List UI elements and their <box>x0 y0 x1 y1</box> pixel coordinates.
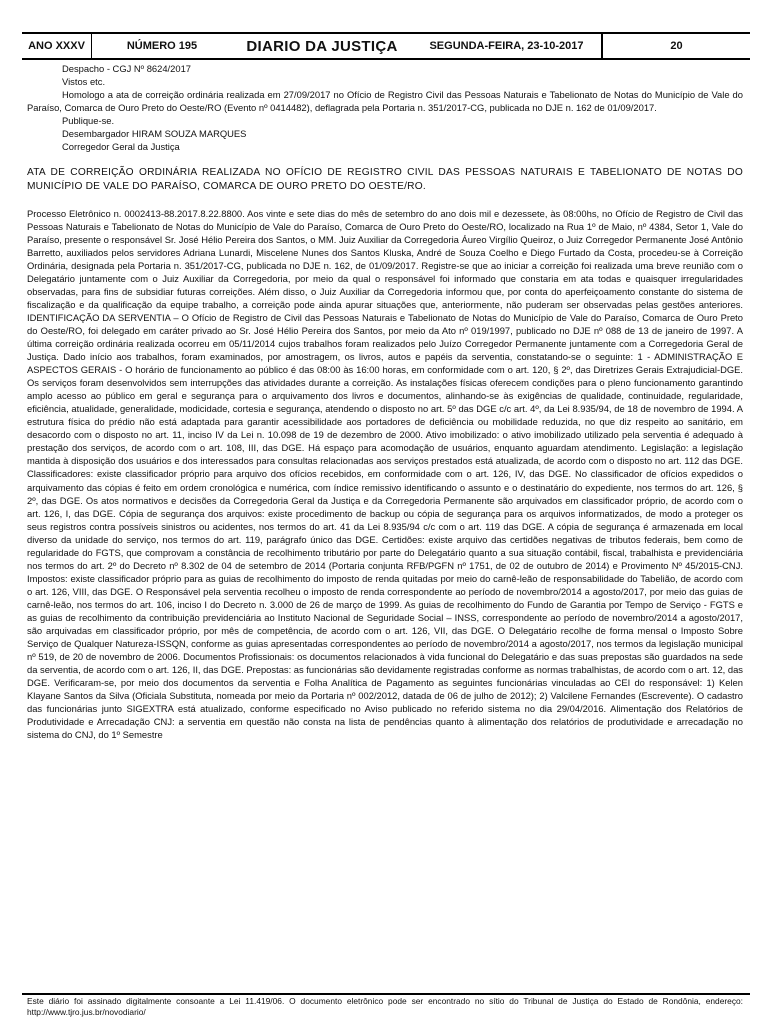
issue-date: SEGUNDA-FEIRA, 23-10-2017 <box>412 34 602 58</box>
footer-divider <box>22 993 750 995</box>
page-number: 20 <box>602 34 750 58</box>
dispatch-signer: Desembargador HIRAM SOUZA MARQUES <box>62 128 247 140</box>
dispatch-body: Homologo a ata de correição ordinária realizada em 27/09/2017 no Ofício de Registro Civil das Pessoas Naturais e Tabelionato de Notas do Município de Vale do Paraíso, Comarca de Ouro Preto do Oeste/RO (Evento nº 0414482), deflagrada pela Portaria n. 351/2017-CG, publicada no DJE n. 162 de 01/09/2017. <box>27 89 743 114</box>
journal-title: DIARIO DA JUSTIÇA <box>246 37 398 55</box>
dispatch-publish: Publique-se. <box>62 115 115 127</box>
year-label: ANO XXXV <box>22 34 92 58</box>
dispatch-seen: Vistos etc. <box>62 76 106 88</box>
page-content <box>27 62 743 741</box>
page-header <box>22 32 750 60</box>
issue-number: NÚMERO 195 <box>126 40 198 52</box>
dispatch-reference: Despacho - CGJ Nº 8624/2017 <box>62 63 192 74</box>
minutes-title: ATA DE CORREIÇÃO ORDINÁRIA REALIZADA NO OFÍCIO DE REGISTRO CIVIL DAS PESSOAS NATURAIS E TABELIONATO DE NOTAS DO MUNICÍPIO DE VALE DO PARAÍSO, COMARCA DE OURO PRETO DO OESTE/RO. <box>27 167 743 192</box>
spacer <box>27 153 743 166</box>
page-footer: Este diário foi assinado digitalmente consoante a Lei 11.419/06. O documento eletrônico pode ser encontrado no sítio do Tribunal de Justiça do Estado de Rondônia, endereço: http://www.tjro.jus.br/novodiario/ <box>27 996 743 1017</box>
dispatch-role: Corregedor Geral da Justiça <box>62 141 180 153</box>
spacer <box>27 194 743 207</box>
minutes-body: Processo Eletrônico n. 0002413-88.2017.8.22.8800. Aos vinte e sete dias do mês de setembro do ano dois mil e dezessete, às 08:00hs, no Ofício de Registro de Civil das Pessoas Naturais e Tabelionato de Notas do Município de Vale do Paraíso, Comarca de Ouro Preto do Oeste/RO, localizado na Rua 1º de Maio, nº 4384, Setor 1, Vale do Paraíso, presente o responsável Sr. José Hélio Pereira dos Santos, o MM. Juiz Auxiliar da Corregedoria Áureo Virgílio Queiroz, o Juiz Corregedor Permanente José Antônio Barretto, auxiliados pelos servidores Adriana Lunardi, Miscelene Nunes dos Santos Kluska, André de Souza Coelho e Diego Furtado da Costa, procedeu-se à Correição Ordinária, designada pela Portaria n. 351/2017-CG, publicada no DJE n. 162, de 01/09/2017. Registre-se que ao iniciar a correição foi realizada uma breve reunião com o Delegatário juntamente com o Juiz Auxiliar da Corregedoria, por meio da qual o responsável foi informado que constaria em ata todas e quaisquer irregularidades observadas, para fins de subsidiar futuras correições. Além disso, o Juiz Auxiliar da Corregedoria informou que, por conta do aperfeiçoamento constante do sistema de fiscalização e da qualificação da equipe trabalho, a correição pode ainda apurar situações que, anteriormente, não puderam ser observadas pelas gestões anteriores. IDENTIFICAÇÃO DA SERVENTIA – O Ofício de Registro de Civil das Pessoas Naturais e Tabelionato de Notas do Município de Vale do Paraíso, Comarca de Ouro Preto do Oeste/RO, foi delegado em caráter privado ao Sr. José Hélio Pereira dos Santos, por meio da Ato nº 019/1997, publicado no DJE nº 088 de 13 de janeiro de 1997. A última correição ordinária realizada ocorreu em 05/11/2014 cujos trabalhos foram realizados pelo Juízo Corregedor Permanente juntamente com a Corregedoria Geral de Justiça. Dado início aos trabalhos, foram examinados, por amostragem, os livros, autos e papéis da serventia, constatando-se o seguinte: 1 - ADMINISTRAÇÃO E ASPECTOS GERAIS - O horário de funcionamento ao público é das 08:00 às 16:00 horas, em conformidade com o art. 120, § 2º, das Diretrizes Gerais Extrajudicial-DGE. Os serviços foram desenvolvidos sem interrupções das atividades durante a correição. As instalações físicas oferecem condições para o pleno funcionamento garantindo amplo acesso ao público em geral e segurança para o arquivamento dos livros e documentos, alinhando-se às exigências de qualidade, continuidade, regularidade, eficiência, atualidade, generalidade, modicidade, cortesia e segurança, atendendo o disposto no art. 5º das DGE c/c art. 4º, da Lei 8.935/94, de 18 de novembro de 1994. A estrutura física do prédio não está adaptada para garantir acessibilidade aos portadores de deficiência ou mobilidade reduzida, no que diz respeito ao sanitário, em desacordo com o disposto no art. 11, inciso IV da Lei n. 10.098 de 19 de dezembro de 2000. Ativo imobilizado: o ativo imobilizado utilizado pela serventia é adequado à prestação dos serviços, de acordo com o art. 108, III, das DGE. Há espaço para acomodação de usuários, enquanto aguardam atendimento. Legislação: a legislação mantida à disposição dos usuários e dos interessados para consultas relacionadas aos serviços prestados está atualizada, de acordo com o disposto no art. 112 das DGE. Classificadores: existe classificador próprio para arquivo dos ofícios recebidos, em conformidade com o art. 126, IV, das DGE. No classificador de ofícios expedidos o arquivamento das cópias é feito em ordem cronológica e numérica, com índice remissivo identificando o assunto e o destinatário do expediente, nos termos do art. 126, § 2º, das DGE. Os atos normativos e decisões da Corregedoria Geral da Justiça e da Corregedoria Permanente são arquivados em classificador próprio, de acordo com o art. 126, I, das DGE. Cópia de segurança dos arquivos: existe procedimento de backup ou cópia de segurança para os arquivos informatizados, de modo a proteger os seus registros contra possíveis sinistros ou acidentes, nos termos do art. 41 da Lei 8.935/94 c/c com o art. 119 das DGE. A cópia de segurança é armazenada em local diverso da unidade do serviço, nos termos do art. 119, parágrafo único das DGE. Certidões: existe arquivo das certidões negativas de tributos federais, bem como de regularidade do FGTS, que comprovam a constância de recolhimento tributário por parte do Delegatário quanto a sua situação contábil, fiscal, trabalhista e previdenciária nos termos do art. 2º do Decreto nº 8.302 de 04 de setembro de 2014 (Portaria conjunta RFB/PGFN nº 1751, de 02 de outubro de 2014) e Provimento Nº 45/2015-CNJ. Impostos: existe classificador próprio para as guias de recolhimento do imposto de renda quitadas por meio do carnê-leão de responsabilidade do Tabelião, de acordo com o art. 126, VIII, das DGE. O Responsável pela serventia recolheu o imposto de renda correspondente ao período de novembro/2014 a agosto/2017, por meio das guias de carnê-leão, nos termos do art. 106, inciso I do Decreto n. 3.000 de 26 de março de 1999. As guias de recolhimento do Fundo de Garantia por Tempo de Serviço - FGTS e as guias de recolhimento da contribuição previdenciária ao Instituto Nacional de Seguridade Social – INSS, correspondente ao período de novembro/2014 a agosto/2017, são arquivadas em classificador próprio, por mês de competência, de acordo com o art. 126, VII, das DGE. O Delegatário recolhe de forma mensal o Imposto Sobre Serviço de Qualquer Natureza-ISSQN, conforme as guias apresentadas correspondentes ao período de novembro/2014 a agosto/2017, nos termos da legislação municipal nº 519, de 20 de novembro de 2006. Documentos Profissionais: os documentos relacionados à vida funcional do Delegatário e das suas prepostas são guardados na sede da serventia, de acordo com o art. 126, II, das DGE. Prepostas: as funcionárias são devidamente registradas conforme as normas trabalhistas, de acordo com o art. 12, das DGE. Verificaram-se, por meio dos documentos da serventia e Folha Analítica de Pagamento as seguintes funcionárias vinculadas ao CEI do responsável: 1) Kelen Klayane Santos da Silva (Oficiala Substituta, nomeada por meio da Portaria nº 002/2012, datada de 06 de julho de 2012); 2) Valcilene Fernandes (Escrevente). O cadastro das funcionárias junto SIGEXTRA está atualizado, conforme especificado no Aviso publicado no referido sistema no dia 29/04/2016. Alimentação dos Relatórios de Produtividade e Arrecadação CNJ: a serventia em questão não consta na lista de pendências quanto à alimentação dos relatórios de produtividade e arrecadação no sistema do CNJ, do 1º Semestre <box>27 207 743 741</box>
